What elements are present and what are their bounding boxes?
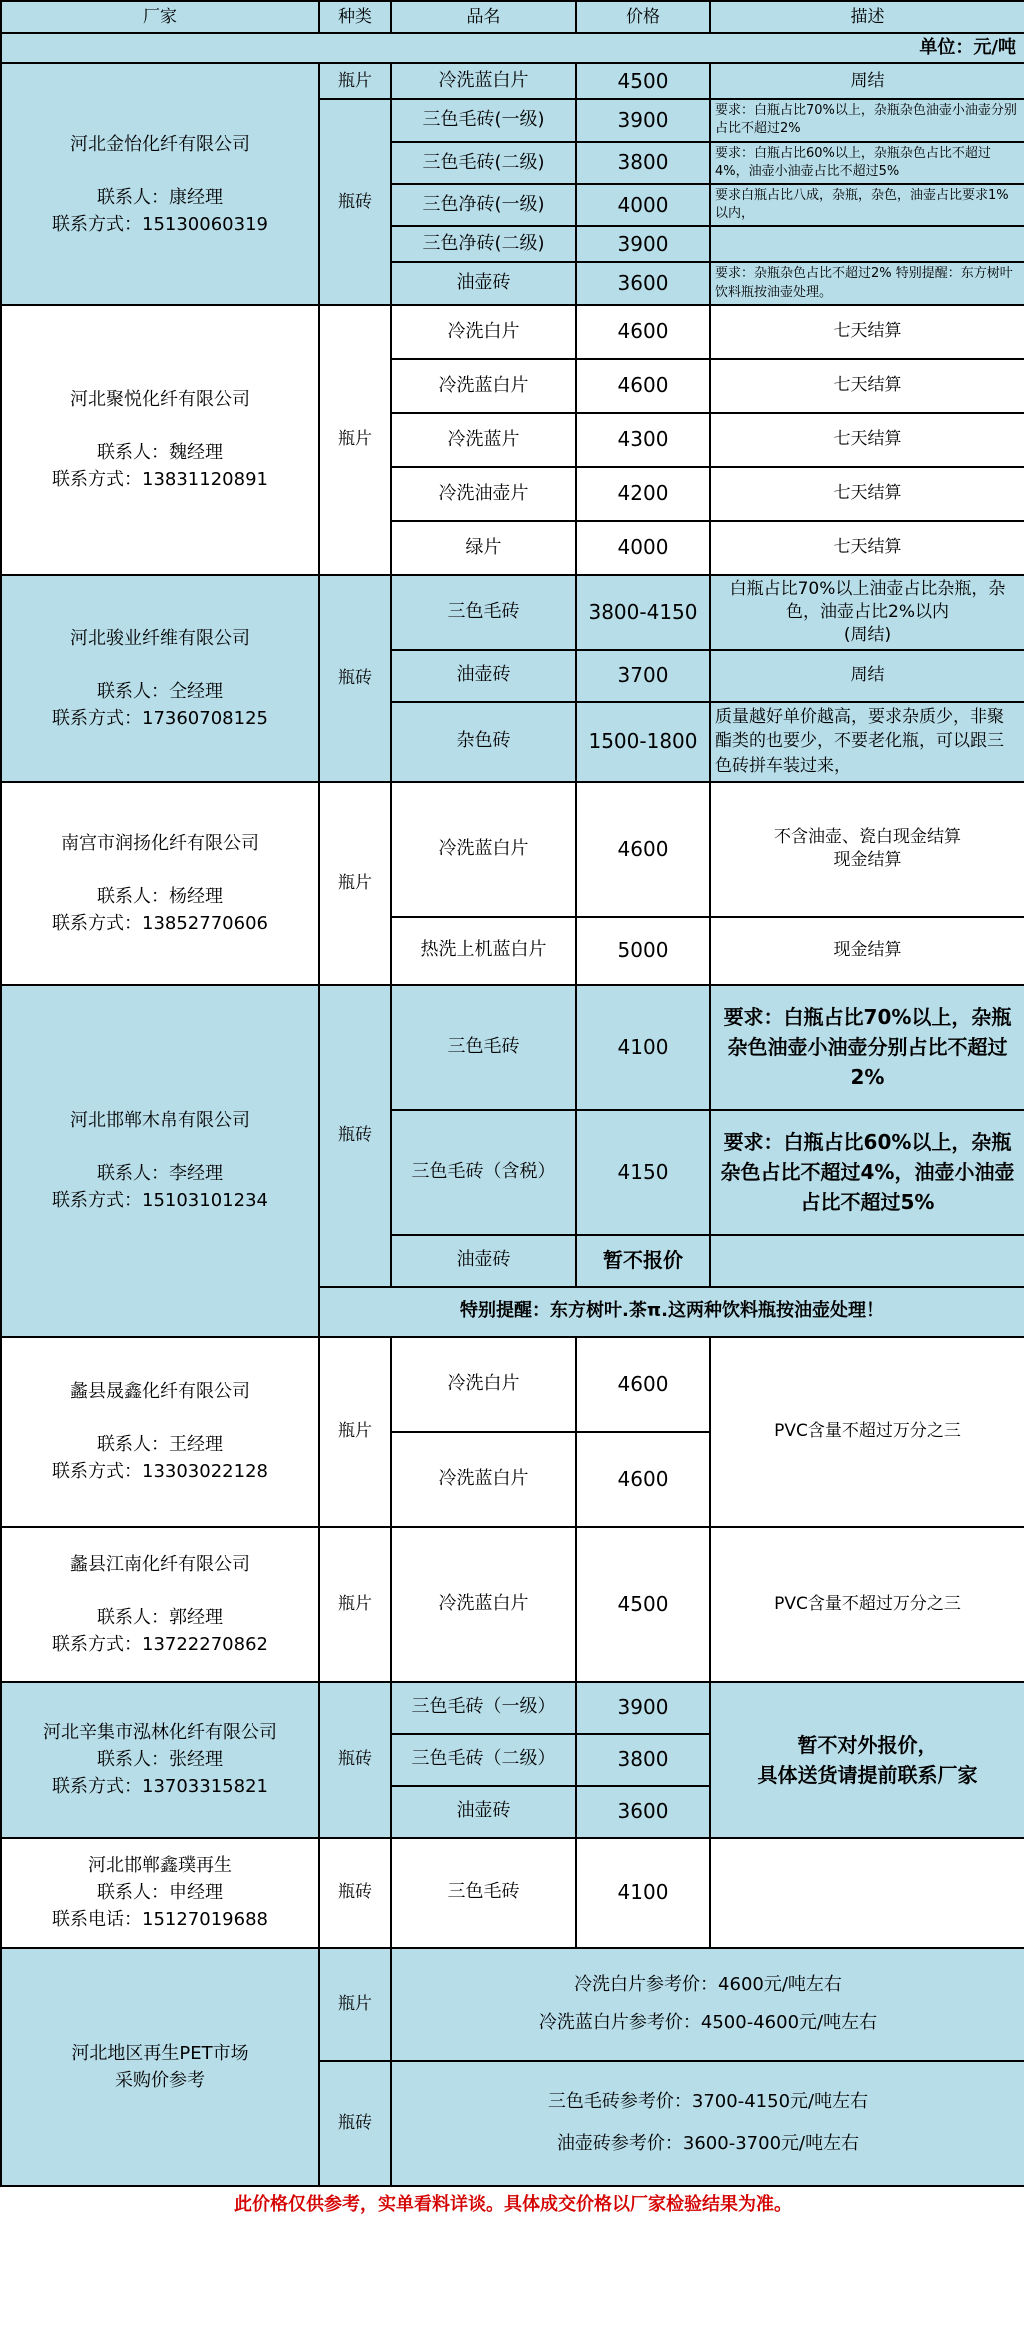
reference-title-cell [1, 1948, 319, 2186]
desc-cell [710, 1235, 1024, 1287]
company-contact: 联系人：魏经理 [97, 442, 223, 464]
product-cell: 三色毛砖 [391, 985, 576, 1110]
price-cell: 4200 [576, 467, 710, 521]
desc-cell [710, 1838, 1024, 1948]
price-cell: 4000 [576, 184, 710, 226]
desc-cell: PVC含量不超过万分之三 [710, 1337, 1024, 1527]
company-name: 河北辛集市泓林化纤有限公司 [43, 1722, 277, 1744]
company-phone: 联系方式：13852770606 [52, 912, 268, 934]
company-contact: 联系人：申经理 [97, 1882, 223, 1904]
reference-line: 三色毛砖参考价：3700-4150元/吨左右 [547, 2090, 869, 2112]
reference-line: 冷洗白片参考价：4600元/吨左右 [574, 1973, 842, 1995]
desc-text: 暂不对外报价， [797, 1732, 938, 1757]
company-cell [1, 1838, 319, 1948]
company-name: 蠡县江南化纤有限公司 [70, 1553, 250, 1575]
type-cell: 瓶砖 [319, 985, 391, 1287]
reference-title: 河北地区再生PET市场 [71, 2042, 249, 2064]
company-phone: 联系方式：13831120891 [52, 469, 268, 491]
company-phone: 联系方式：15130060319 [52, 213, 268, 235]
price-cell: 3800 [576, 142, 710, 184]
desc-cell: PVC含量不超过万分之三 [710, 1527, 1024, 1682]
desc-cell: 要求：白瓶占比60%以上，杂瓶杂色占比不超过4%，油壶小油壶占比不超过5% [710, 142, 1024, 184]
product-cell: 三色毛砖 [391, 1838, 576, 1948]
desc-cell: 要求：白瓶占比60%以上，杂瓶杂色占比不超过4%，油壶小油壶占比不超过5% [710, 1110, 1024, 1235]
product-cell: 油壶砖 [391, 1235, 576, 1287]
product-cell: 三色毛砖(二级) [391, 142, 576, 184]
type-cell: 瓶片 [319, 782, 391, 985]
company-phone: 联系电话：15127019688 [52, 1909, 268, 1931]
product-cell: 三色毛砖（二级） [391, 1734, 576, 1786]
price-cell: 3800-4150 [576, 575, 710, 650]
desc-cell: 要求：白瓶占比70%以上，杂瓶杂色油壶小油壶分别占比不超过2% [710, 99, 1024, 141]
desc-cell [710, 1682, 1024, 1838]
type-cell: 瓶片 [319, 1527, 391, 1682]
desc-cell: 周结 [710, 650, 1024, 702]
product-cell: 三色毛砖（含税） [391, 1110, 576, 1235]
desc-text: 具体送货请提前联系厂家 [757, 1762, 978, 1787]
desc-cell [710, 226, 1024, 262]
price-cell: 4600 [576, 1432, 710, 1527]
product-cell: 冷洗白片 [391, 1337, 576, 1432]
company-cell [1, 575, 319, 782]
price-cell: 4150 [576, 1110, 710, 1235]
price-cell: 4100 [576, 1838, 710, 1948]
company-name: 河北金怡化纤有限公司 [70, 133, 250, 155]
product-cell: 三色毛砖(一级) [391, 99, 576, 141]
type-cell: 瓶片 [319, 305, 391, 575]
price-cell: 3900 [576, 1682, 710, 1734]
price-cell: 3800 [576, 1734, 710, 1786]
type-cell: 瓶砖 [319, 99, 391, 305]
price-cell: 4600 [576, 359, 710, 413]
price-cell: 1500-1800 [576, 702, 710, 782]
company-contact: 联系人：张经理 [97, 1749, 223, 1771]
desc-cell: 七天结算 [710, 413, 1024, 467]
header-factory: 厂家 [1, 1, 319, 33]
desc-text: (周结) [843, 624, 892, 645]
reference-prices [391, 2061, 1024, 2186]
type-cell: 瓶砖 [319, 2061, 391, 2186]
type-cell: 瓶片 [319, 1948, 391, 2061]
product-cell: 油壶砖 [391, 650, 576, 702]
desc-cell: 要求白瓶占比八成，杂瓶，杂色，油壶占比要求1%以内， [710, 184, 1024, 226]
company-contact: 联系人：李经理 [97, 1163, 223, 1185]
product-cell: 三色净砖(一级) [391, 184, 576, 226]
company-contact: 联系人：仝经理 [97, 680, 223, 702]
reference-subtitle: 采购价参考 [115, 2069, 205, 2091]
desc-cell: 七天结算 [710, 305, 1024, 359]
product-cell: 三色毛砖 [391, 575, 576, 650]
product-cell: 冷洗油壶片 [391, 467, 576, 521]
company-cell [1, 985, 319, 1337]
product-cell: 冷洗白片 [391, 305, 576, 359]
company-cell [1, 63, 319, 305]
price-cell: 3600 [576, 1786, 710, 1838]
desc-cell: 质量越好单价越高，要求杂质少，非聚酯类的也要少，不要老化瓶，可以跟三色砖拼车装过来， [710, 702, 1024, 782]
price-cell: 暂不报价 [576, 1235, 710, 1287]
desc-cell: 七天结算 [710, 467, 1024, 521]
special-note: 特别提醒：东方树叶.茶π.这两种饮料瓶按油壶处理！ [319, 1287, 1024, 1337]
product-cell: 杂色砖 [391, 702, 576, 782]
company-name: 河北邯郸木帛有限公司 [70, 1110, 250, 1132]
product-cell: 热洗上机蓝白片 [391, 917, 576, 985]
company-cell [1, 1337, 319, 1527]
price-cell: 4500 [576, 63, 710, 99]
type-cell: 瓶片 [319, 1337, 391, 1527]
header-desc: 描述 [710, 1, 1024, 33]
company-name: 南宫市润扬化纤有限公司 [61, 832, 259, 854]
product-cell: 绿片 [391, 521, 576, 575]
price-cell: 4100 [576, 985, 710, 1110]
product-cell: 冷洗蓝白片 [391, 63, 576, 99]
price-cell: 3900 [576, 99, 710, 141]
desc-cell: 七天结算 [710, 521, 1024, 575]
reference-line: 冷洗蓝白片参考价：4500-4600元/吨左右 [538, 2012, 878, 2034]
type-cell: 瓶片 [319, 63, 391, 99]
price-cell: 4600 [576, 1337, 710, 1432]
company-cell [1, 305, 319, 575]
company-contact: 联系人：郭经理 [97, 1606, 223, 1628]
company-phone: 联系方式：15103101234 [52, 1190, 268, 1212]
desc-cell: 要求：杂瓶杂色占比不超过2% 特别提醒：东方树叶饮料瓶按油壶处理。 [710, 262, 1024, 304]
desc-text: 白瓶占比70%以上油壶占比杂瓶，杂色，油壶占比2%以内 [729, 578, 1006, 622]
company-phone: 联系方式：17360708125 [52, 707, 268, 729]
header-price: 价格 [576, 1, 710, 33]
desc-cell: 要求：白瓶占比70%以上，杂瓶杂色油壶小油壶分别占比不超过2% [710, 985, 1024, 1110]
price-cell: 4500 [576, 1527, 710, 1682]
product-cell: 油壶砖 [391, 262, 576, 304]
price-cell: 3600 [576, 262, 710, 304]
header-type: 种类 [319, 1, 391, 33]
desc-cell [710, 575, 1024, 650]
company-cell [1, 1527, 319, 1682]
product-cell: 三色净砖(二级) [391, 226, 576, 262]
desc-text: 不含油壶、瓷白现金结算 [774, 827, 961, 848]
price-cell: 4300 [576, 413, 710, 467]
company-cell [1, 1682, 319, 1838]
company-contact: 联系人：康经理 [97, 186, 223, 208]
company-contact: 联系人：王经理 [97, 1434, 223, 1456]
desc-cell: 现金结算 [710, 917, 1024, 985]
price-cell: 4600 [576, 305, 710, 359]
type-cell: 瓶砖 [319, 575, 391, 782]
company-name: 河北邯郸鑫璞再生 [88, 1855, 232, 1877]
product-cell: 三色毛砖（一级） [391, 1682, 576, 1734]
product-cell: 冷洗蓝白片 [391, 1527, 576, 1682]
desc-cell [710, 782, 1024, 917]
price-cell: 5000 [576, 917, 710, 985]
price-cell: 3900 [576, 226, 710, 262]
desc-cell: 七天结算 [710, 359, 1024, 413]
footer-disclaimer: 此价格仅供参考，实单看料详谈。具体成交价格以厂家检验结果为准。 [1, 2186, 1024, 2224]
table-header [1, 1, 1024, 33]
company-name: 河北聚悦化纤有限公司 [70, 389, 250, 411]
company-contact: 联系人：杨经理 [97, 885, 223, 907]
type-cell: 瓶砖 [319, 1682, 391, 1838]
product-cell: 冷洗蓝片 [391, 413, 576, 467]
unit-label: 单位：元/吨 [1, 33, 1024, 63]
product-cell: 冷洗蓝白片 [391, 359, 576, 413]
company-cell [1, 782, 319, 985]
product-cell: 油壶砖 [391, 1786, 576, 1838]
company-name: 蠡县晟鑫化纤有限公司 [70, 1381, 250, 1403]
company-phone: 联系方式：13722270862 [52, 1633, 268, 1655]
desc-cell: 周结 [710, 63, 1024, 99]
company-name: 河北骏业纤维有限公司 [70, 627, 250, 649]
price-cell: 4600 [576, 782, 710, 917]
company-phone: 联系方式：13703315821 [52, 1776, 268, 1798]
company-phone: 联系方式：13303022128 [52, 1461, 268, 1483]
header-product: 品名 [391, 1, 576, 33]
desc-text: 现金结算 [833, 850, 902, 871]
price-cell: 4000 [576, 521, 710, 575]
reference-line: 油壶砖参考价：3600-3700元/吨左右 [556, 2133, 860, 2155]
type-cell: 瓶砖 [319, 1838, 391, 1948]
product-cell: 冷洗蓝白片 [391, 1432, 576, 1527]
product-cell: 冷洗蓝白片 [391, 782, 576, 917]
price-cell: 3700 [576, 650, 710, 702]
reference-prices [391, 1948, 1024, 2061]
